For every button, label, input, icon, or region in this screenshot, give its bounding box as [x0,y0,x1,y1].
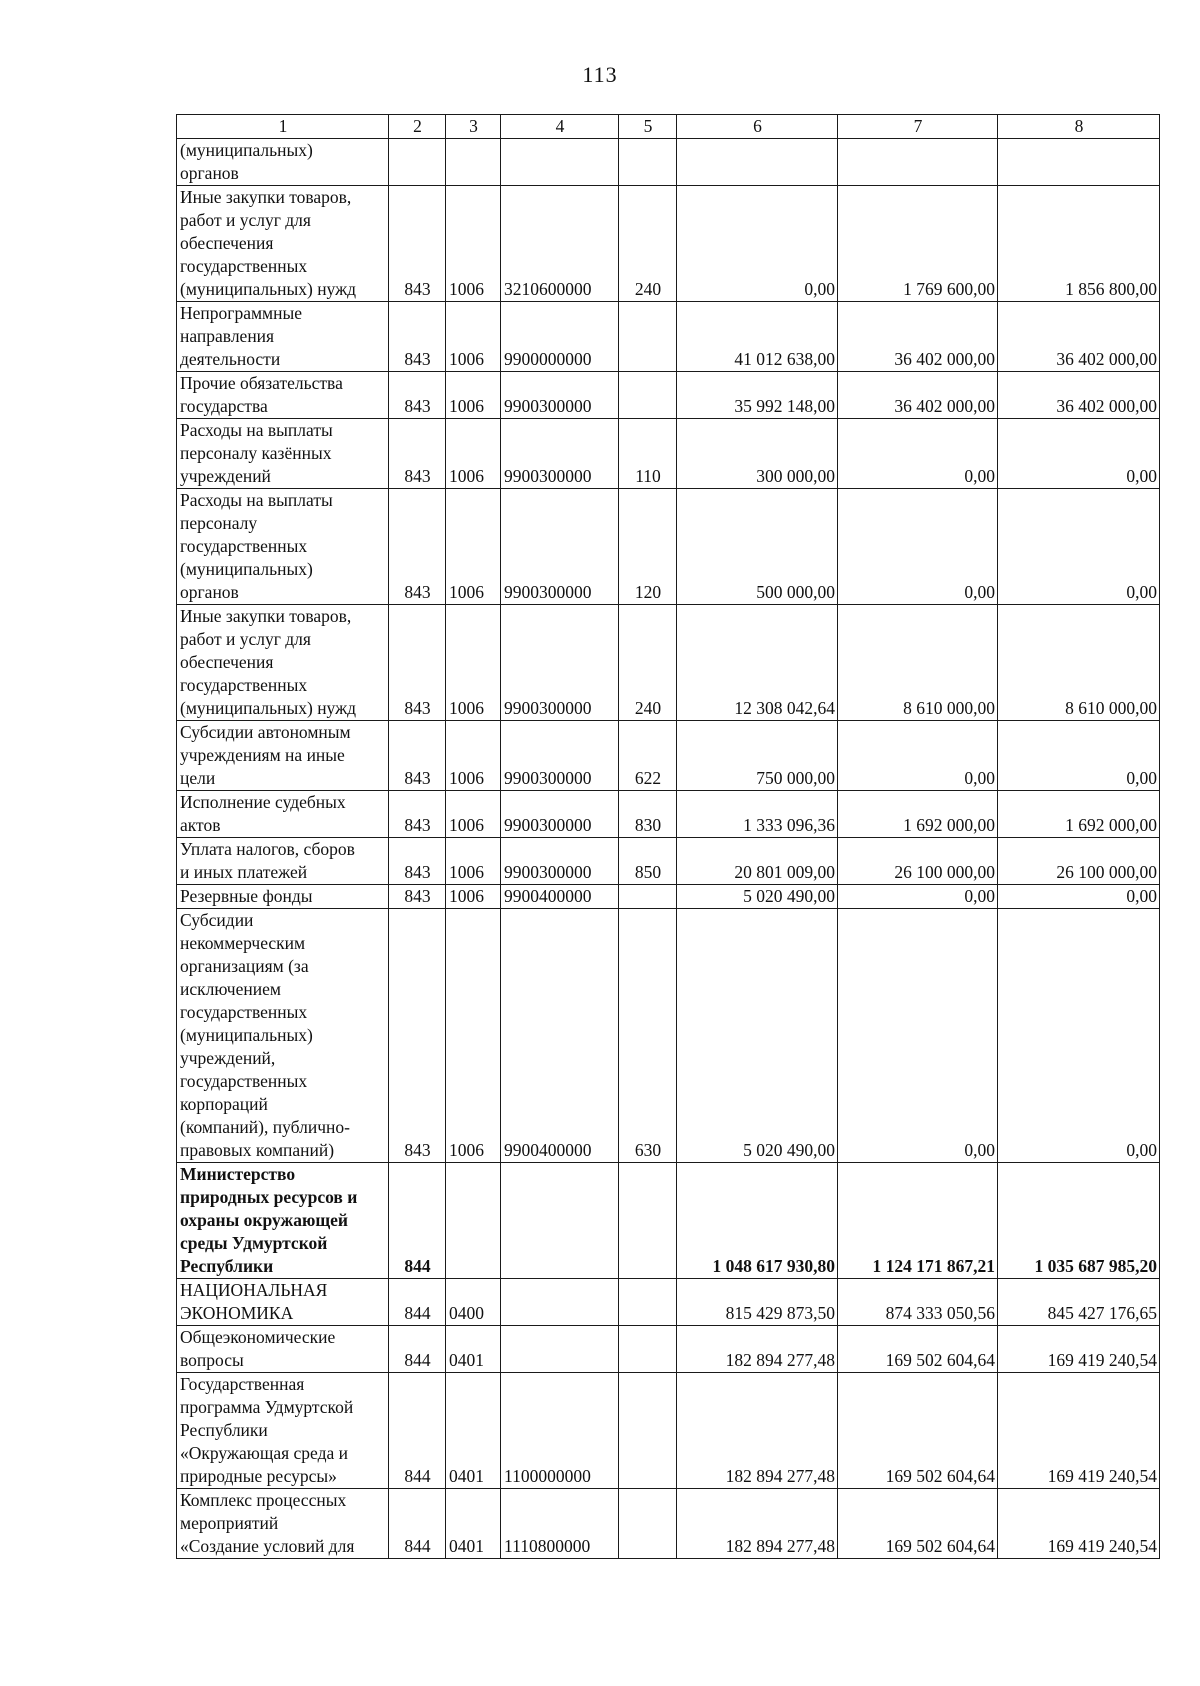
cell-expense-type [619,1279,677,1326]
cell-expense-type: 120 [619,489,677,605]
cell-description: Уплата налогов, сборов и иных платежей [177,838,389,885]
cell-description: Субсидии некоммерческим организациям (за исключением государственных (муниципальных) учреждений, государственных корпораций (компаний), публично- правовых компаний) [177,909,389,1163]
table-row [177,186,1160,302]
cell-expense-type [619,1326,677,1373]
cell-target-article: 3210600000 [501,186,619,302]
cell-section-code: 1006 [446,885,501,909]
header-row [177,115,1160,139]
cell-expense-type: 240 [619,186,677,302]
cell-target-article: 9900400000 [501,909,619,1163]
cell-amount-year-2: 0,00 [838,489,998,605]
cell-amount-year-1: 182 894 277,48 [677,1373,838,1489]
cell-expense-type: 622 [619,721,677,791]
cell-description: Непрограммные направления деятельности [177,302,389,372]
cell-expense-type [619,1163,677,1279]
cell-section-code: 0401 [446,1373,501,1489]
cell-description: Комплекс процессных мероприятий «Создание условий для [177,1489,389,1559]
cell-amount-year-2: 169 502 604,64 [838,1489,998,1559]
column-header: 6 [677,115,838,139]
cell-section-code: 1006 [446,838,501,885]
cell-expense-type [619,302,677,372]
cell-amount-year-2: 36 402 000,00 [838,302,998,372]
cell-amount-year-3: 845 427 176,65 [998,1279,1160,1326]
cell-target-article [501,1163,619,1279]
cell-description: Министерство природных ресурсов и охраны окружающей среды Удмуртской Республики [177,1163,389,1279]
table-row [177,1279,1160,1326]
cell-section-code: 1006 [446,302,501,372]
cell-amount-year-3: 0,00 [998,909,1160,1163]
cell-target-article [501,1326,619,1373]
table-body [177,115,1160,1559]
cell-expense-type: 110 [619,419,677,489]
cell-amount-year-3: 1 692 000,00 [998,791,1160,838]
cell-target-article: 9900300000 [501,419,619,489]
column-header: 3 [446,115,501,139]
cell-amount-year-3: 0,00 [998,885,1160,909]
cell-admin-code: 843 [389,885,446,909]
cell-amount-year-2: 0,00 [838,885,998,909]
cell-amount-year-1: 1 333 096,36 [677,791,838,838]
cell-amount-year-3: 0,00 [998,489,1160,605]
cell-admin-code: 843 [389,419,446,489]
cell-section-code: 1006 [446,721,501,791]
cell-amount-year-1: 5 020 490,00 [677,885,838,909]
cell-amount-year-1: 41 012 638,00 [677,302,838,372]
cell-description: Иные закупки товаров, работ и услуг для обеспечения государственных (муниципальных) нужд [177,186,389,302]
cell-amount-year-2: 169 502 604,64 [838,1373,998,1489]
cell-description: Иные закупки товаров, работ и услуг для обеспечения государственных (муниципальных) нужд [177,605,389,721]
cell-admin-code: 843 [389,372,446,419]
cell-admin-code: 843 [389,838,446,885]
cell-amount-year-3: 0,00 [998,419,1160,489]
cell-description: НАЦИОНАЛЬНАЯ ЭКОНОМИКА [177,1279,389,1326]
cell-amount-year-3: 8 610 000,00 [998,605,1160,721]
column-header: 7 [838,115,998,139]
cell-section-code: 1006 [446,372,501,419]
cell-amount-year-1: 182 894 277,48 [677,1326,838,1373]
cell-section-code: 1006 [446,419,501,489]
cell-admin-code: 843 [389,302,446,372]
cell-amount-year-2: 8 610 000,00 [838,605,998,721]
cell-target-article: 9900300000 [501,838,619,885]
cell-admin-code: 844 [389,1373,446,1489]
cell-amount-year-2: 0,00 [838,909,998,1163]
table-row [177,1373,1160,1489]
table-row [177,1326,1160,1373]
cell-target-article [501,139,619,186]
cell-amount-year-3: 1 035 687 985,20 [998,1163,1160,1279]
column-header: 1 [177,115,389,139]
table-row [177,372,1160,419]
cell-target-article: 1110800000 [501,1489,619,1559]
column-header: 8 [998,115,1160,139]
cell-amount-year-3: 0,00 [998,721,1160,791]
cell-section-code: 1006 [446,791,501,838]
cell-amount-year-3: 169 419 240,54 [998,1489,1160,1559]
cell-admin-code: 844 [389,1163,446,1279]
cell-expense-type [619,372,677,419]
cell-target-article [501,1279,619,1326]
cell-section-code [446,1163,501,1279]
cell-expense-type [619,1373,677,1489]
table-row [177,1489,1160,1559]
cell-section-code: 1006 [446,186,501,302]
cell-target-article: 9900400000 [501,885,619,909]
cell-section-code: 0400 [446,1279,501,1326]
page-number: 113 [582,62,618,87]
cell-section-code: 1006 [446,489,501,605]
table-row [177,605,1160,721]
cell-admin-code: 844 [389,1489,446,1559]
cell-amount-year-1: 300 000,00 [677,419,838,489]
table-row [177,791,1160,838]
cell-admin-code: 843 [389,721,446,791]
cell-expense-type: 830 [619,791,677,838]
cell-amount-year-1: 0,00 [677,186,838,302]
cell-admin-code: 844 [389,1279,446,1326]
cell-amount-year-2: 169 502 604,64 [838,1326,998,1373]
cell-admin-code [389,139,446,186]
cell-section-code: 1006 [446,605,501,721]
cell-admin-code: 843 [389,186,446,302]
cell-target-article: 9900000000 [501,302,619,372]
cell-description: Резервные фонды [177,885,389,909]
table-row [177,139,1160,186]
cell-amount-year-2 [838,139,998,186]
cell-section-code [446,139,501,186]
cell-amount-year-3: 169 419 240,54 [998,1373,1160,1489]
cell-amount-year-2: 0,00 [838,721,998,791]
cell-admin-code: 844 [389,1326,446,1373]
cell-section-code: 0401 [446,1489,501,1559]
cell-target-article: 9900300000 [501,791,619,838]
cell-amount-year-3 [998,139,1160,186]
column-header: 4 [501,115,619,139]
cell-admin-code: 843 [389,909,446,1163]
cell-description: Субсидии автономным учреждениям на иные цели [177,721,389,791]
table-row [177,489,1160,605]
cell-amount-year-2: 1 124 171 867,21 [838,1163,998,1279]
cell-admin-code: 843 [389,791,446,838]
budget-table [176,114,1160,1559]
cell-amount-year-2: 1 692 000,00 [838,791,998,838]
cell-description: Исполнение судебных актов [177,791,389,838]
cell-expense-type: 630 [619,909,677,1163]
cell-description: Расходы на выплаты персоналу государственных (муниципальных) органов [177,489,389,605]
cell-description: Государственная программа Удмуртской Республики «Окружающая среда и природные ресурсы» [177,1373,389,1489]
cell-target-article: 9900300000 [501,489,619,605]
cell-target-article: 9900300000 [501,721,619,791]
cell-amount-year-2: 26 100 000,00 [838,838,998,885]
cell-amount-year-3: 26 100 000,00 [998,838,1160,885]
table-row [177,909,1160,1163]
cell-amount-year-1: 5 020 490,00 [677,909,838,1163]
cell-expense-type [619,139,677,186]
cell-admin-code: 843 [389,489,446,605]
cell-amount-year-3: 36 402 000,00 [998,372,1160,419]
cell-description: Расходы на выплаты персоналу казённых учреждений [177,419,389,489]
cell-description: Общеэкономические вопросы [177,1326,389,1373]
cell-amount-year-1 [677,139,838,186]
cell-amount-year-2: 874 333 050,56 [838,1279,998,1326]
cell-section-code: 0401 [446,1326,501,1373]
table-row [177,302,1160,372]
column-header: 5 [619,115,677,139]
cell-amount-year-1: 500 000,00 [677,489,838,605]
table-row [177,838,1160,885]
table-row [177,885,1160,909]
cell-expense-type [619,1489,677,1559]
cell-amount-year-3: 36 402 000,00 [998,302,1160,372]
cell-amount-year-1: 1 048 617 930,80 [677,1163,838,1279]
cell-amount-year-1: 35 992 148,00 [677,372,838,419]
cell-description: (муниципальных) органов [177,139,389,186]
cell-amount-year-1: 12 308 042,64 [677,605,838,721]
cell-expense-type: 240 [619,605,677,721]
column-header: 2 [389,115,446,139]
cell-section-code: 1006 [446,909,501,1163]
cell-amount-year-2: 0,00 [838,419,998,489]
cell-amount-year-3: 1 856 800,00 [998,186,1160,302]
cell-target-article: 9900300000 [501,372,619,419]
cell-expense-type [619,885,677,909]
cell-amount-year-3: 169 419 240,54 [998,1326,1160,1373]
cell-amount-year-1: 182 894 277,48 [677,1489,838,1559]
cell-amount-year-1: 750 000,00 [677,721,838,791]
cell-amount-year-2: 1 769 600,00 [838,186,998,302]
cell-amount-year-1: 815 429 873,50 [677,1279,838,1326]
table-row [177,1163,1160,1279]
cell-amount-year-1: 20 801 009,00 [677,838,838,885]
cell-target-article: 1100000000 [501,1373,619,1489]
cell-expense-type: 850 [619,838,677,885]
cell-admin-code: 843 [389,605,446,721]
cell-target-article: 9900300000 [501,605,619,721]
table-row [177,419,1160,489]
cell-description: Прочие обязательства государства [177,372,389,419]
table-row [177,721,1160,791]
cell-amount-year-2: 36 402 000,00 [838,372,998,419]
